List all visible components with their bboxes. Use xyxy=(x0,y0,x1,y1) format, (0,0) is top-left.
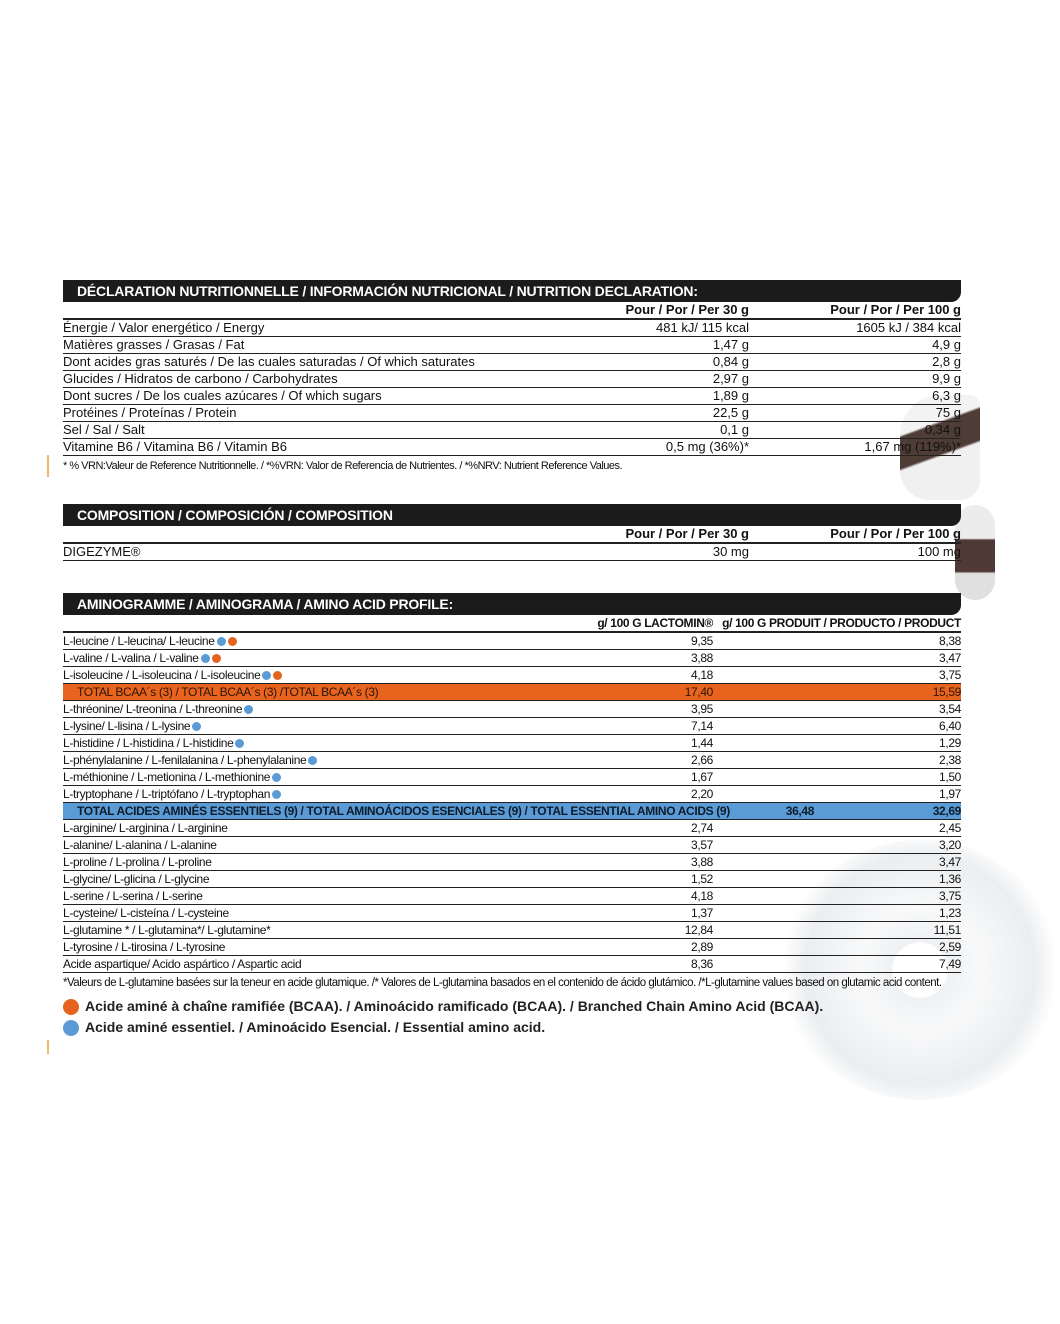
row-label: L-serine / L-serina / L-serine xyxy=(63,889,203,903)
row-value-2: 32,69 xyxy=(932,804,961,818)
nutrition-column-headers xyxy=(63,302,961,320)
row-value-2: 1,97 xyxy=(939,787,961,801)
blue-dot-icon xyxy=(201,654,210,663)
table-row xyxy=(63,337,961,354)
row-value-1: 30 mg xyxy=(712,544,749,559)
table-row xyxy=(63,701,961,718)
row-value-2: 6,3 g xyxy=(932,388,961,403)
table-row xyxy=(63,633,961,650)
row-label: L-tyrosine / L-tirosina / L-tyrosine xyxy=(63,940,226,954)
table-row xyxy=(63,871,961,888)
row-value-2: 8,38 xyxy=(939,634,961,648)
row-value-2: 3,75 xyxy=(939,889,961,903)
composition-column-headers xyxy=(63,526,961,544)
row-value-2: 3,75 xyxy=(939,668,961,682)
row-label: L-leucine / L-leucina/ L-leucine xyxy=(63,634,215,648)
orange-dot-icon xyxy=(63,999,79,1015)
row-value-1: 4,18 xyxy=(691,889,713,903)
row-label: TOTAL BCAA´s (3) / TOTAL BCAA´s (3) /TOTAL BCAA´s (3) xyxy=(77,685,379,699)
row-label: Énergie / Valor energético / Energy xyxy=(63,320,265,335)
legend xyxy=(63,996,961,1038)
row-value-2: 15,59 xyxy=(932,685,961,699)
row-label: L-proline / L-prolina / L-proline xyxy=(63,855,212,869)
cake-edge-image xyxy=(955,505,995,600)
col-per-100g-product: g/ 100 G PRODUIT / PRODUCTO / PRODUCT xyxy=(722,616,961,630)
row-label: L-lysine/ L-lisina / L-lysine xyxy=(63,719,191,733)
table-row xyxy=(63,837,961,854)
row-value-2: 75 g xyxy=(935,405,961,420)
row-label: Matières grasses / Grasas / Fat xyxy=(63,337,245,352)
row-value-1: 8,36 xyxy=(691,957,713,971)
table-row xyxy=(63,354,961,371)
row-label: Glucides / Hidratos de carbono / Carbohydrates xyxy=(63,371,338,386)
glutamine-footnote: *Valeurs de L-glutamine basées sur la teneur en acide glutamique. /* Valores de L-glutamina basados en el contenido de ácido glutámico. /*L-glutamine values based on glutamic acid content. xyxy=(63,977,942,989)
col-per-100g-lactomin: g/ 100 G LACTOMIN® xyxy=(597,616,713,630)
row-label: Vitamine B6 / Vitamina B6 / Vitamin B6 xyxy=(63,439,288,454)
row-label: DIGEZYME® xyxy=(63,544,141,559)
row-label: L-tryptophane / L-triptófano / L-tryptophan xyxy=(63,787,271,801)
row-value-1: 1,52 xyxy=(691,872,713,886)
row-value-1: 2,66 xyxy=(691,753,713,767)
accent-line xyxy=(47,1040,49,1054)
row-value-1: 3,88 xyxy=(691,651,713,665)
nrv-note: * % VRN:Valeur de Reference Nutritionnelle. / *%VRN: Valor de Referencia de Nutrientes. / *%NRV: Nutrient Reference Values. xyxy=(63,460,623,472)
composition-rows xyxy=(63,544,961,561)
amino-acid-profile xyxy=(63,593,961,1038)
row-value-2: 1,29 xyxy=(939,736,961,750)
blue-dot-icon xyxy=(262,671,271,680)
amino-column-headers xyxy=(63,615,961,633)
col-per-30g: Pour / Por / Per 30 g xyxy=(625,526,749,541)
row-value-1: 22,5 g xyxy=(712,405,749,420)
nutrition-rows xyxy=(63,320,961,456)
row-value-2: 1,67 mg (119%)* xyxy=(864,439,961,454)
table-row xyxy=(63,320,961,337)
nutrition-declaration xyxy=(63,280,961,472)
row-label: Dont acides gras saturés / De las cuales saturadas / Of which saturates xyxy=(63,354,475,369)
col-per-100g: Pour / Por / Per 100 g xyxy=(830,526,961,541)
row-value-2: 3,20 xyxy=(939,838,961,852)
row-value-1: 2,89 xyxy=(691,940,713,954)
row-value-2: 7,49 xyxy=(939,957,961,971)
row-label: L-arginine/ L-arginina / L-arginine xyxy=(63,821,228,835)
row-value-2: 0,34 g xyxy=(924,422,961,437)
blue-dot-icon xyxy=(244,705,253,714)
col-per-30g: Pour / Por / Per 30 g xyxy=(625,302,749,317)
row-label: L-isoleucine / L-isoleucina / L-isoleucine xyxy=(63,668,261,682)
row-value-1: 1,37 xyxy=(691,906,713,920)
row-value-2: 4,9 g xyxy=(932,337,961,352)
row-label: Dont sucres / De los cuales azúcares / Of which sugars xyxy=(63,388,382,403)
row-value-1: 2,97 g xyxy=(712,371,749,386)
row-value-1: 36,48 xyxy=(785,804,815,818)
row-label: Protéines / Proteínas / Protein xyxy=(63,405,237,420)
row-value-1: 2,74 xyxy=(691,821,713,835)
table-row xyxy=(63,667,961,684)
composition xyxy=(63,504,961,561)
blue-dot-icon xyxy=(272,773,281,782)
row-label: L-alanine/ L-alanina / L-alanine xyxy=(63,838,217,852)
table-row xyxy=(63,905,961,922)
table-row xyxy=(63,769,961,786)
row-value-1: 2,20 xyxy=(691,787,713,801)
row-value-1: 17,40 xyxy=(684,685,713,699)
table-row xyxy=(63,820,961,837)
row-label: TOTAL ACIDES AMINÉS ESSENTIELS (9) / TOTAL AMINOÁCIDOS ESENCIALES (9) / TOTAL ESSENTIAL AMINO ACIDS (9) xyxy=(77,804,730,818)
row-value-1: 1,47 g xyxy=(712,337,749,352)
row-label: L-glutamine * / L-glutamina*/ L-glutamine* xyxy=(63,923,271,937)
row-value-2: 9,9 g xyxy=(932,371,961,386)
blue-dot-icon xyxy=(63,1020,79,1036)
row-value-1: 3,88 xyxy=(691,855,713,869)
table-row xyxy=(63,718,961,735)
composition-title: COMPOSITION / COMPOSICIÓN / COMPOSITION xyxy=(63,504,961,526)
row-label: L-histidine / L-histidina / L-histidine xyxy=(63,736,234,750)
blue-dot-icon xyxy=(235,739,244,748)
nutrition-title: DÉCLARATION NUTRITIONNELLE / INFORMACIÓN NUTRICIONAL / NUTRITION DECLARATION: xyxy=(63,280,961,302)
row-value-1: 481 kJ/ 115 kcal xyxy=(656,320,749,335)
total-essential-row xyxy=(63,803,961,820)
legend-essential: Acide aminé essentiel. / Aminoácido Esencial. / Essential amino acid. xyxy=(63,1017,961,1038)
row-value-2: 11,51 xyxy=(933,923,961,937)
table-row xyxy=(63,544,961,561)
row-value-2: 100 mg xyxy=(917,544,961,559)
table-row xyxy=(63,371,961,388)
row-label: L-méthionine / L-metionina / L-methionine xyxy=(63,770,271,784)
amino-rows xyxy=(63,633,961,973)
row-label: L-cysteine/ L-cisteína / L-cysteine xyxy=(63,906,229,920)
row-value-1: 1,67 xyxy=(691,770,713,784)
row-label: Acide aspartique/ Acido aspártico / Aspartic acid xyxy=(63,957,302,971)
row-label: L-glycine/ L-glicina / L-glycine xyxy=(63,872,210,886)
row-value-2: 6,40 xyxy=(939,719,961,733)
row-value-2: 2,59 xyxy=(939,940,961,954)
table-row xyxy=(63,650,961,667)
table-row xyxy=(63,422,961,439)
row-value-1: 0,1 g xyxy=(720,422,749,437)
row-value-1: 0,5 mg (36%)* xyxy=(665,439,749,454)
row-value-2: 1605 kJ / 384 kcal xyxy=(856,320,961,335)
row-value-1: 3,57 xyxy=(691,838,713,852)
blue-dot-icon xyxy=(272,790,281,799)
row-value-1: 12,84 xyxy=(684,923,713,937)
row-value-2: 3,47 xyxy=(939,855,961,869)
row-value-1: 1,44 xyxy=(691,736,713,750)
table-row xyxy=(63,922,961,939)
table-row xyxy=(63,939,961,956)
amino-title: AMINOGRAMME / AMINOGRAMA / AMINO ACID PROFILE: xyxy=(63,593,961,615)
row-value-2: 1,36 xyxy=(939,872,961,886)
row-value-1: 0,84 g xyxy=(712,354,749,369)
row-label: L-valine / L-valina / L-valine xyxy=(63,651,199,665)
table-row xyxy=(63,388,961,405)
table-row xyxy=(63,439,961,456)
row-value-1: 7,14 xyxy=(691,719,713,733)
table-row xyxy=(63,854,961,871)
row-value-1: 3,95 xyxy=(691,702,713,716)
row-value-1: 1,89 g xyxy=(712,388,749,403)
legend-bcaa: Acide aminé à chaîne ramifiée (BCAA). / Aminoácido ramificado (BCAA). / Branched Chain Amino Acid (BCAA). xyxy=(63,996,961,1017)
row-label: L-phénylalanine / L-fenilalanina / L-phenylalanine xyxy=(63,753,307,767)
blue-dot-icon xyxy=(308,756,317,765)
total-bcaa-row xyxy=(63,684,961,701)
row-value-2: 1,50 xyxy=(939,770,961,784)
orange-dot-icon xyxy=(212,654,221,663)
row-value-2: 2,45 xyxy=(939,821,961,835)
table-row xyxy=(63,786,961,803)
row-value-2: 2,38 xyxy=(939,753,961,767)
row-value-2: 1,23 xyxy=(939,906,961,920)
row-value-2: 2,8 g xyxy=(932,354,961,369)
orange-dot-icon xyxy=(273,671,282,680)
orange-dot-icon xyxy=(228,637,237,646)
table-row xyxy=(63,752,961,769)
table-row xyxy=(63,405,961,422)
row-value-1: 9,35 xyxy=(691,634,713,648)
blue-dot-icon xyxy=(192,722,201,731)
blue-dot-icon xyxy=(217,637,226,646)
table-row xyxy=(63,735,961,752)
accent-line xyxy=(47,455,49,477)
row-value-2: 3,47 xyxy=(939,651,961,665)
row-label: L-thréonine/ L-treonina / L-threonine xyxy=(63,702,243,716)
col-per-100g: Pour / Por / Per 100 g xyxy=(830,302,961,317)
table-row xyxy=(63,888,961,905)
table-row xyxy=(63,956,961,973)
row-value-2: 3,54 xyxy=(939,702,961,716)
row-label: Sel / Sal / Salt xyxy=(63,422,145,437)
row-value-1: 4,18 xyxy=(691,668,713,682)
